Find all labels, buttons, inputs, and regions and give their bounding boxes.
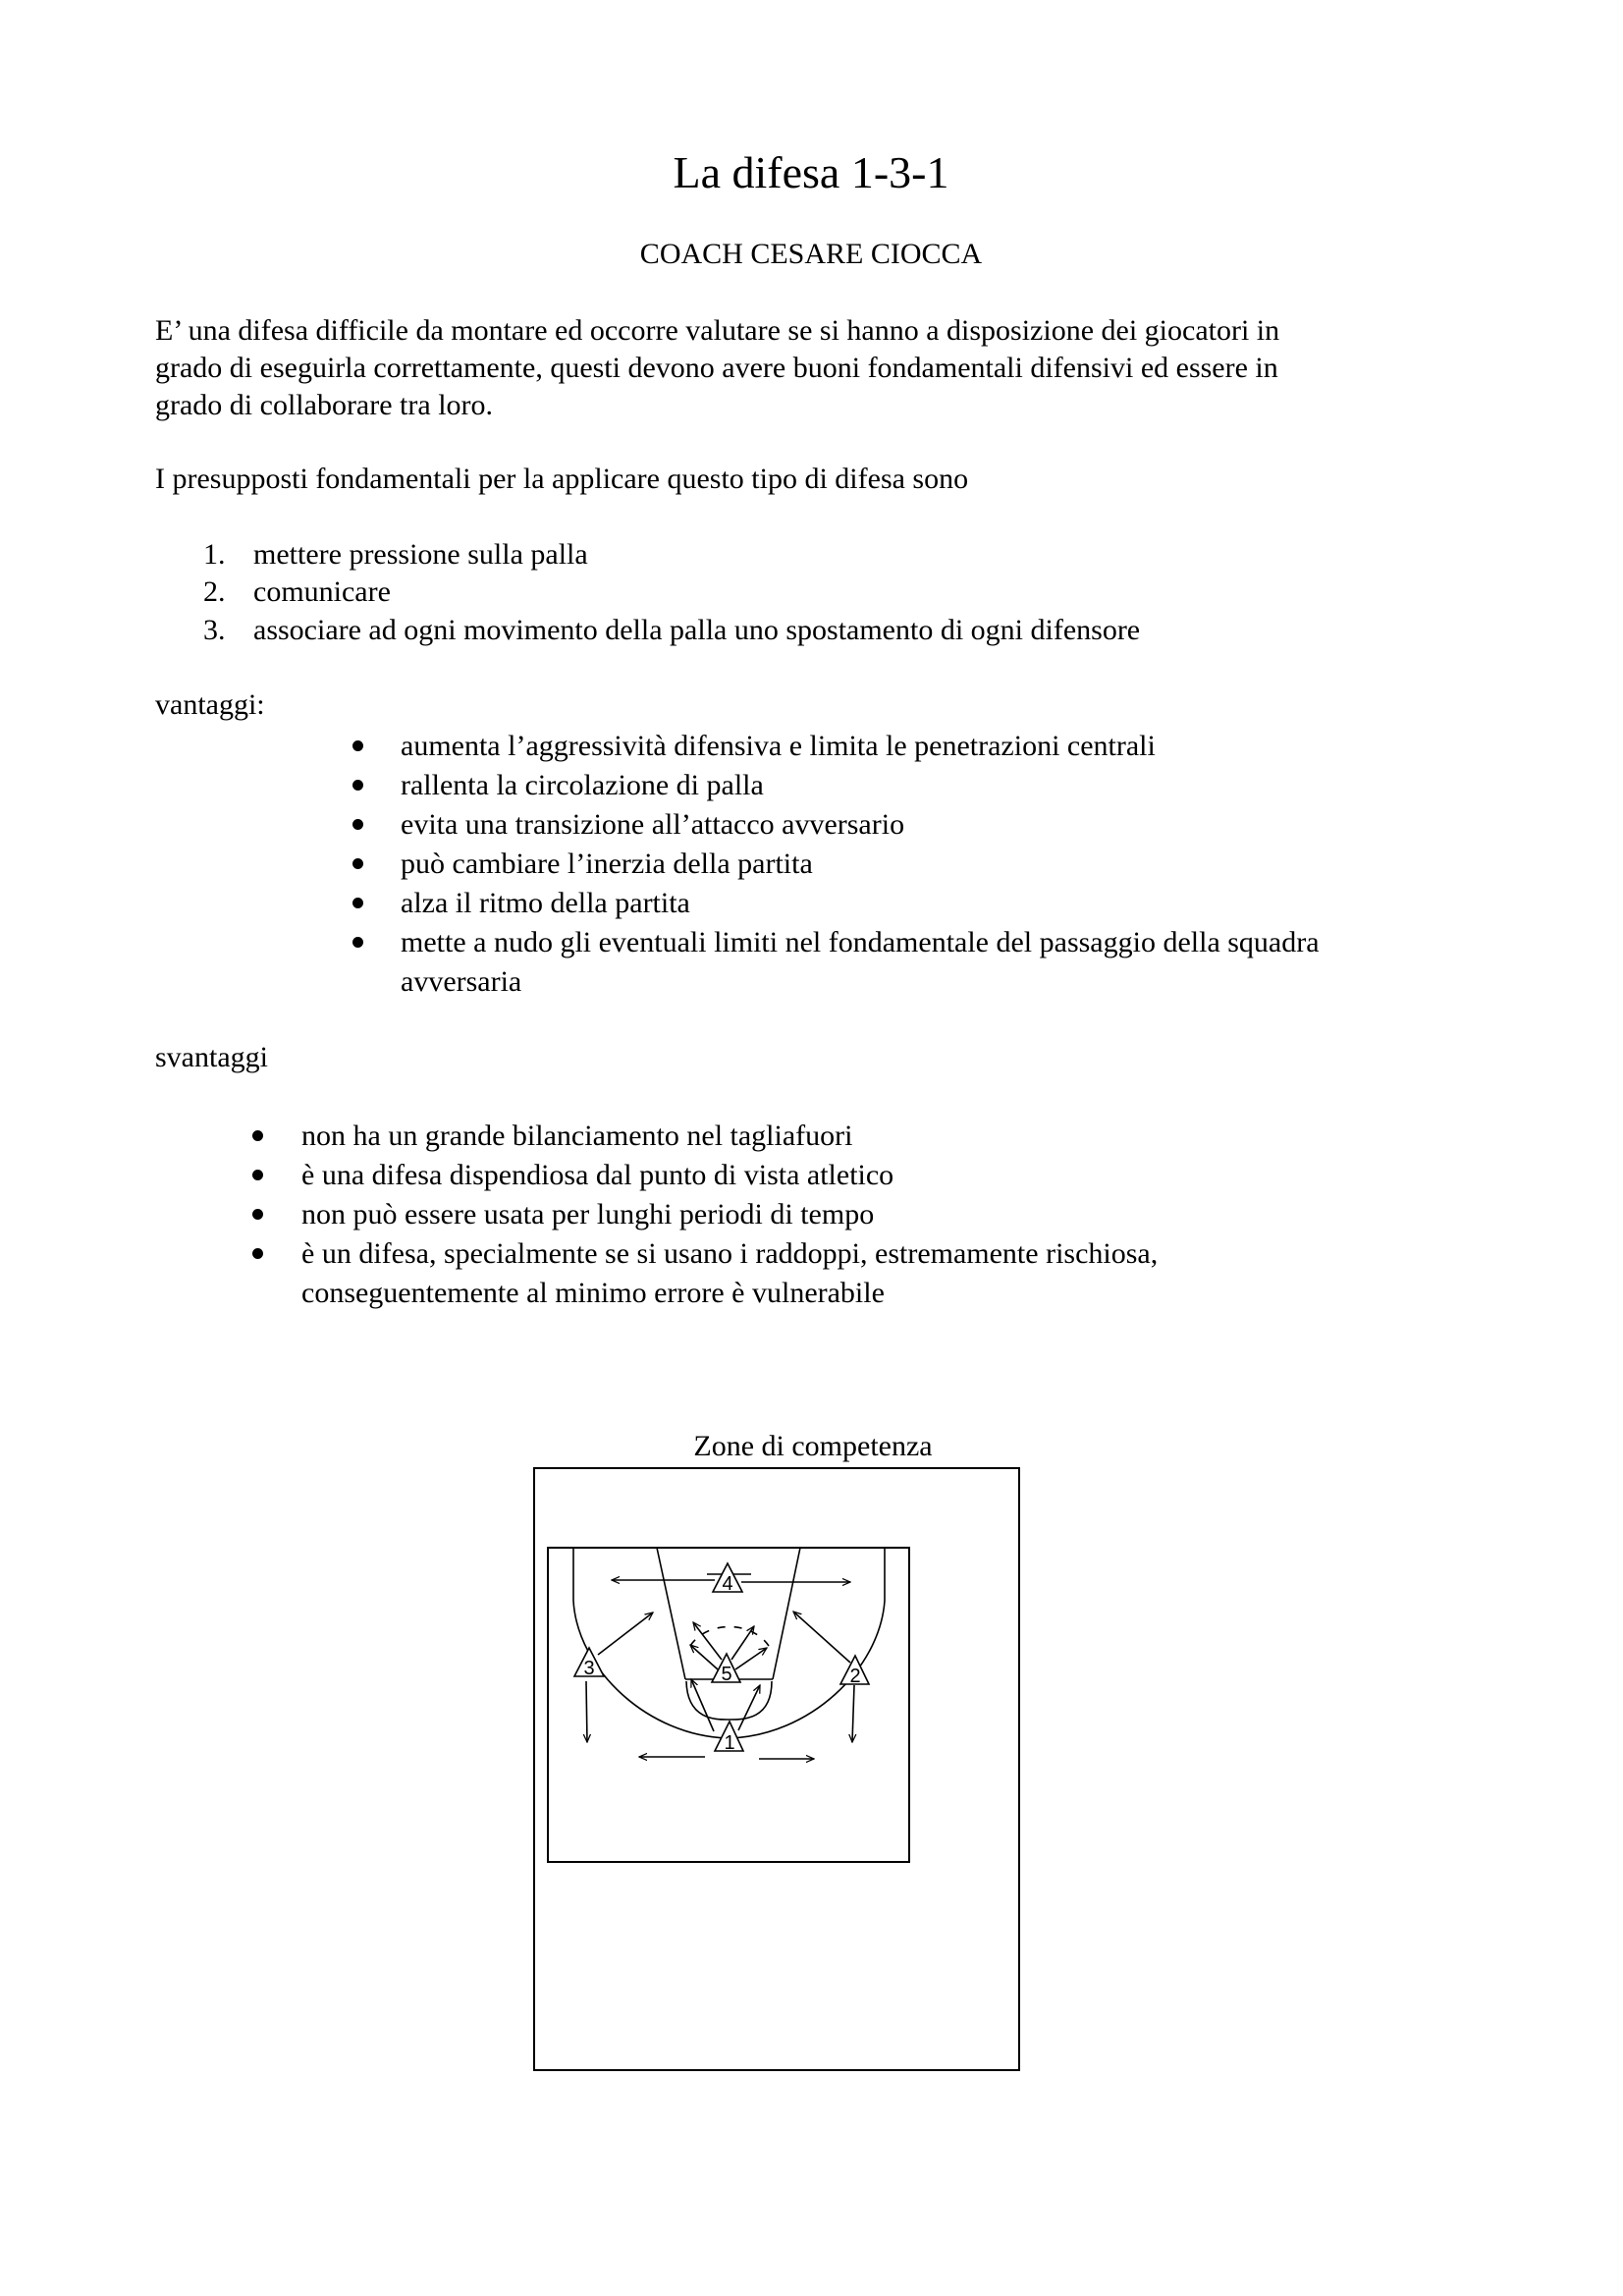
player-5-arrow [693,1622,722,1660]
list-text: mette a nudo gli eventuali limiti nel fondamentale del passaggio della squadra [401,926,1320,958]
list-text: aumenta l’aggressività difensiva e limita le penetrazioni centrali [401,730,1156,762]
intro-line: grado di eseguirla correttamente, questi devono avere buoni fondamentali difensivi ed essere in [155,352,1278,384]
list-text: non può essere usata per lunghi periodi di tempo [301,1198,875,1230]
list-text: associare ad ogni movimento della palla uno spostamento di ogni difensore [253,614,1141,646]
diagram-caption: Zone di competenza [693,1430,933,1462]
advantages-heading: vantaggi: [155,688,265,721]
player-4-label: 4 [722,1573,733,1595]
list-text: evita una transizione all’attacco avversario [401,808,905,841]
player-2-arrow-down [852,1685,854,1742]
list-text: è una difesa dispendiosa dal punto di vista atletico [301,1159,894,1191]
player-3-label: 3 [583,1658,595,1679]
list-text: comunicare [253,575,391,608]
player-5-arrow [735,1648,767,1669]
intro-line: E’ una difesa difficile da montare ed occorre valutare se si hanno a disposizione dei giocatori in [155,314,1280,347]
list-text: alza il ritmo della partita [401,887,690,919]
list-text: può cambiare l’inerzia della partita [401,847,813,880]
list-number: 3. [203,614,226,646]
list-text: è un difesa, specialmente se si usano i raddoppi, estremamente rischiosa, [301,1237,1159,1270]
list-text: conseguentemente al minimo errore è vulnerabile [301,1277,885,1309]
player-1-arrow-up-left [691,1679,714,1731]
player-3-arrow-up [598,1613,653,1655]
outer-frame [534,1468,1019,2070]
free-throw-dashed-arc [690,1627,769,1647]
player-2-arrow-up [793,1612,850,1663]
player-5-arrow [731,1626,754,1660]
player-5-label: 5 [721,1664,732,1685]
player-1-arrow-up-right [738,1685,760,1730]
premise-text: I presupposti fondamentali per la applicare questo tipo di difesa sono [155,463,969,495]
document-title: La difesa 1-3-1 [673,147,949,197]
list-text: mettere pressione sulla palla [253,538,588,571]
intro-line: grado di collaborare tra loro. [155,389,494,421]
player-2-label: 2 [849,1666,861,1687]
author-line: COACH CESARE CIOCCA [639,238,983,270]
half-court-frame [548,1548,909,1862]
list-number: 1. [203,538,226,571]
list-number: 2. [203,575,226,608]
player-3-arrow-down [586,1681,587,1742]
lane-line-left [657,1548,685,1679]
list-text: non ha un grande bilanciamento nel tagliafuori [301,1120,853,1152]
list-text: avversaria [401,965,522,998]
disadvantages-heading: svantaggi [155,1041,268,1073]
list-text: rallenta la circolazione di palla [401,769,764,801]
player-1-label: 1 [724,1732,735,1754]
